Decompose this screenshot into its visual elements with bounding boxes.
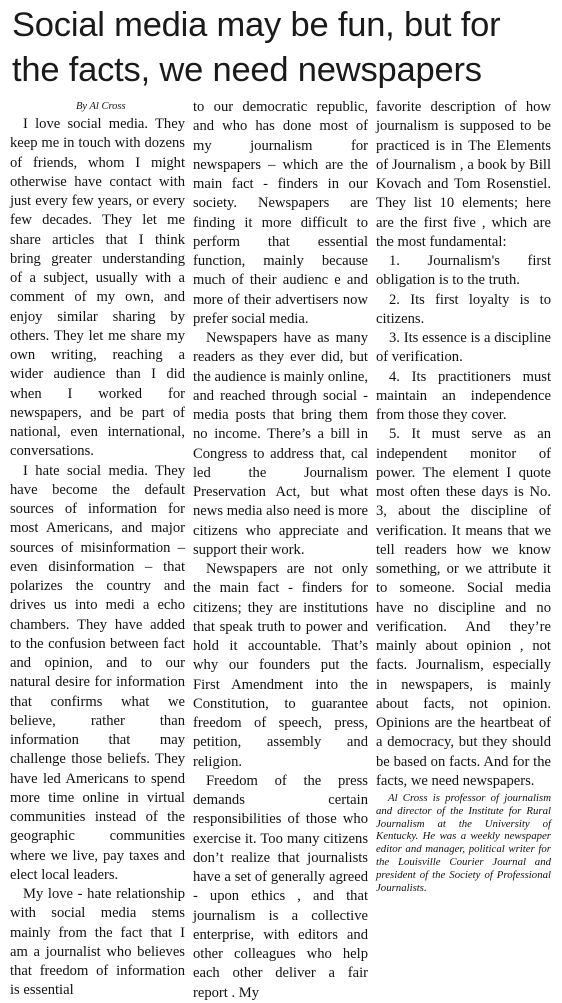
author-bio: Al Cross is professor of journalism and director of the Institute for Rural Journalism at the University of Kentucky. He was a weekly newspaper editor and manager, political writer for the Louisville Courier Journal and president of the Society of Professional Journalists. xyxy=(376,792,551,894)
list-item: 1. Journalism's first obligation is to the truth. xyxy=(376,253,551,289)
article-column-1 xyxy=(10,98,185,999)
article-column-2 xyxy=(193,98,368,1001)
list-item: 5. It must serve as an independent monitor of power. The element I quote most often these days is No. 3, about the discipline of verification. It means that we tell readers how we know something, or we attribute it to someone. Social media have no discipline and no verification. And they’re mainly about opinion , not facts. Journalism, especially in newspapers, is mainly about facts, not opinion. Opinions are the heartbeat of a democracy, but they should be based on facts. And for the facts, we need newspapers. xyxy=(376,426,551,789)
paragraph: My love - hate relationship with social media stems mainly from the fact that I am a journalist who believes that freedom of information is essential xyxy=(10,886,185,999)
list-item: 2. Its first loyalty is to citizens. xyxy=(376,291,551,327)
paragraph: I hate social media. They have become the default sources of information for most Americans, and major sources of misinformation – even disinformation – that polarizes the country and drives us into medi a echo chambers. They have added to the confusion between fact and opinion, and to our natural desire for information that confirms what we believe, rather than information that may challenge those beliefs. They have led Americans to spend more time online in virtual communities instead of the geographic communities where we live, pay taxes and elect local leaders. xyxy=(10,462,185,883)
list-item: 4. Its practitioners must maintain an independence from those they cover. xyxy=(376,368,551,423)
paragraph: to our democratic republic, and who has done most of my journalism for newspapers – which are the main fact - finders in our society. Newspapers are finding it more difficult to perform that essential function, mainly because much of their audienc e and more of their advertisers now prefer social media. xyxy=(193,99,368,327)
paragraph: I love social media. They keep me in touch with dozens of friends, whom I might otherwise have contact with just every few years, or every few decades. They let me share articles that I think bring greater understanding of a subject, usually with a comment of my own, and enjoy similar sharing by others. They let me share my own writing, reaching a wider audience than I did when I worked for newspapers, and be part of national, even international, conversations. xyxy=(10,116,185,460)
paragraph: Newspapers are not only the main fact - finders for citizens; they are institutions that speak truth to power and hold it accountable. That’s why our founders put the First Amendment into the Constitution, to guarantee freedom of speech, press, petition, assembly and religion. xyxy=(193,561,368,770)
paragraph: Freedom of the press demands certain responsibilities of those who exercise it. Too many citizens don’t realize that journalists have a set of generally agreed - upon ethics , and that journalism is a collective enterprise, with editors and other colleagues who help each other deliver a fair report . My xyxy=(193,772,368,1001)
paragraph: favorite description of how journalism is supposed to be practiced is in The Elements of Journalism , a book by Bill Kovach and Tom Rosenstiel. They list 10 elements; here are the first five , which are the most fundamental: xyxy=(376,99,551,250)
byline: By Al Cross xyxy=(76,101,126,112)
paragraph: Newspapers have as many readers as they ever did, but the audience is mainly online, and reached through social - media posts that bring them no income. There’s a bill in Congress to address that, cal led the Journalism Preservation Act, but what news media also need is more citizens who appreciate and support their work. xyxy=(193,330,368,558)
list-item: 3. Its essence is a discipline of verification. xyxy=(376,330,551,366)
headline: Social media may be fun, but for the facts, we need newspapers xyxy=(12,6,501,89)
article-column-3 xyxy=(376,98,551,894)
